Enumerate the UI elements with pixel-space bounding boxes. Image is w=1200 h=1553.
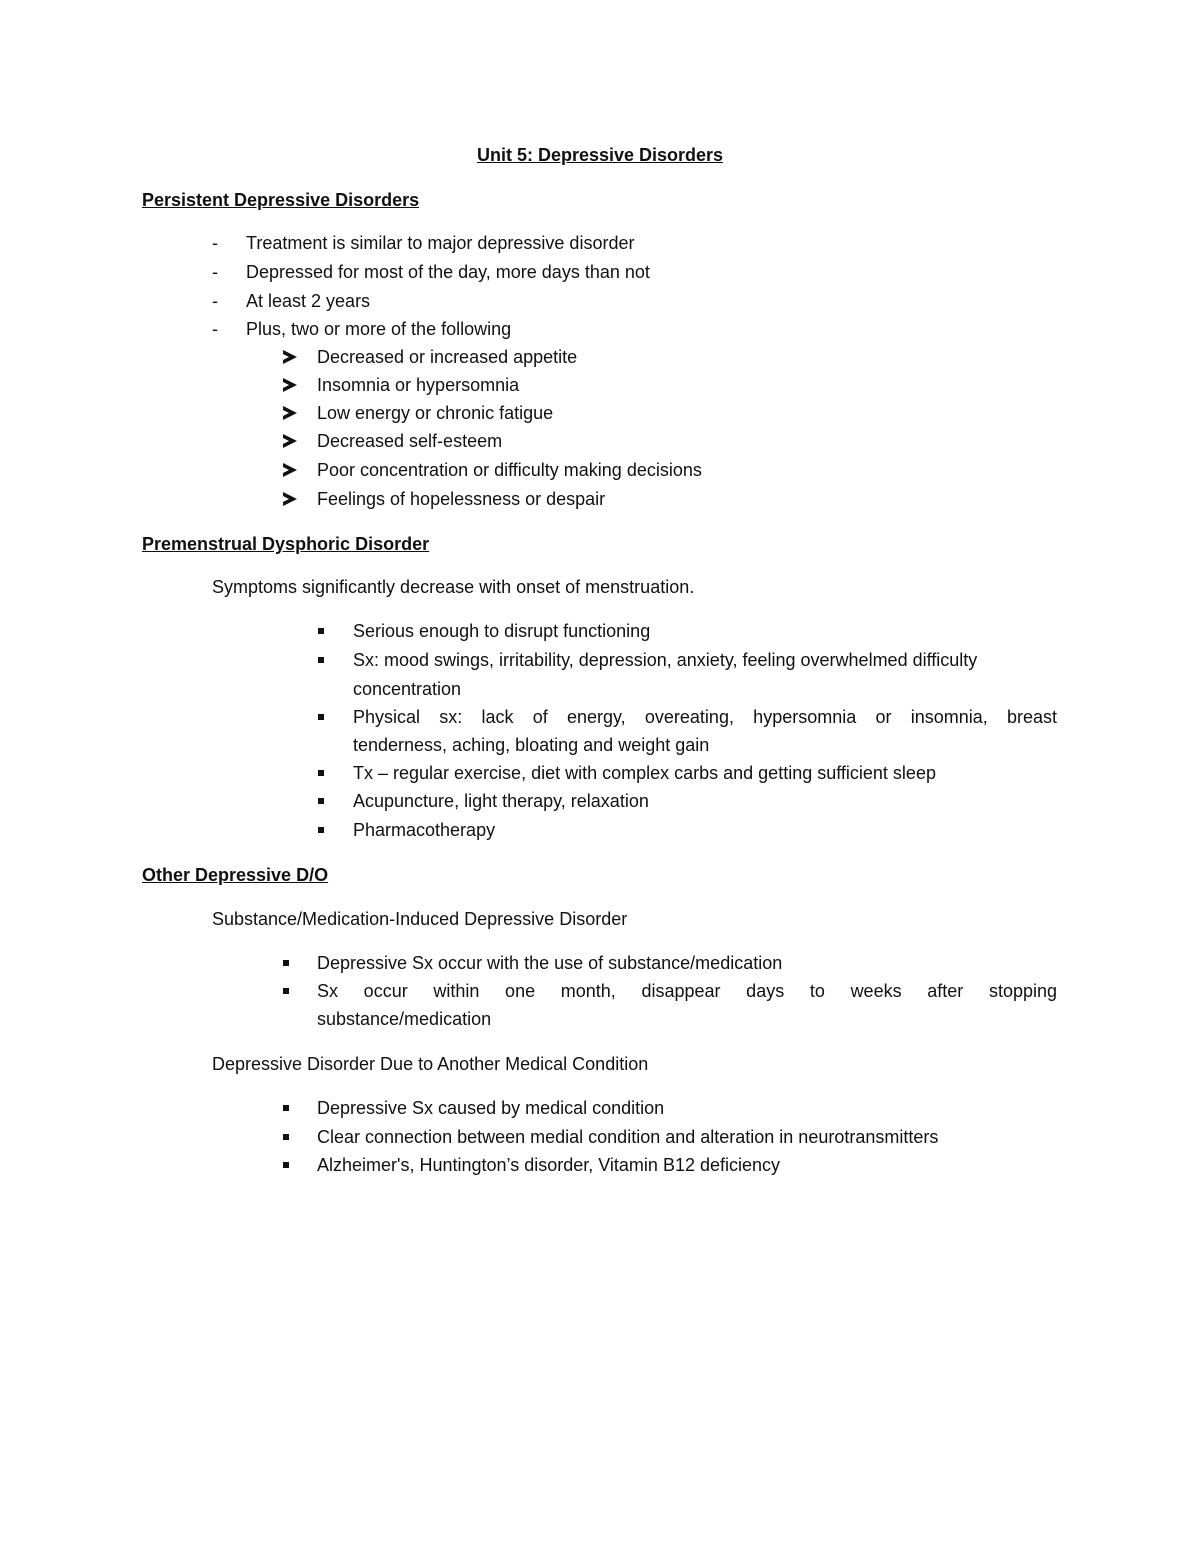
square-bullet-icon: [318, 628, 324, 634]
section-intro: Symptoms significantly decrease with onset of menstruation.: [212, 577, 695, 597]
square-bullet-icon: [318, 827, 324, 833]
list-item-continuation: concentration: [353, 679, 462, 699]
arrow-bullet-icon: [283, 406, 297, 420]
list-item: Treatment is similar to major depressive disorder: [246, 233, 635, 253]
square-bullet-icon: [318, 798, 324, 804]
square-bullet-icon: [283, 960, 289, 966]
arrow-bullet-icon: [283, 378, 297, 392]
section-heading-persistent: Persistent Depressive Disorders: [142, 190, 420, 210]
list-item: Acupuncture, light therapy, relaxation: [353, 791, 649, 811]
list-item: Poor concentration or difficulty making decisions: [317, 460, 702, 480]
arrow-bullet-icon: [283, 434, 297, 448]
arrow-bullet-icon: [283, 492, 297, 506]
list-item: Clear connection between medial condition and alteration in neurotransmitters: [317, 1127, 939, 1147]
list-item: Pharmacotherapy: [353, 820, 496, 840]
list-item: Decreased self-esteem: [317, 431, 503, 451]
list-item: Depressed for most of the day, more days than not: [246, 262, 650, 282]
list-item: Sx: mood swings, irritability, depression, anxiety, feeling overwhelmed difficulty: [353, 650, 978, 670]
list-item: Insomnia or hypersomnia: [317, 375, 520, 395]
arrow-bullet-icon: [283, 463, 297, 477]
list-item: At least 2 years: [246, 291, 371, 311]
dash-marker: -: [212, 233, 218, 253]
list-item: Decreased or increased appetite: [317, 347, 578, 367]
page-title: Unit 5: Depressive Disorders: [476, 145, 724, 165]
list-item: Tx – regular exercise, diet with complex carbs and getting sufficient sleep: [353, 763, 936, 783]
list-item: Depressive Sx occur with the use of substance/medication: [317, 953, 783, 973]
square-bullet-icon: [283, 1105, 289, 1111]
list-item: Low energy or chronic fatigue: [317, 403, 554, 423]
square-bullet-icon: [283, 1162, 289, 1168]
square-bullet-icon: [318, 770, 324, 776]
square-bullet-icon: [318, 714, 324, 720]
section-heading-other: Other Depressive D/O: [142, 865, 329, 885]
list-item: Serious enough to disrupt functioning: [353, 621, 651, 641]
subsection-title: Depressive Disorder Due to Another Medical Condition: [212, 1054, 649, 1074]
dash-marker: -: [212, 291, 218, 311]
dash-marker: -: [212, 262, 218, 282]
subsection-title: Substance/Medication-Induced Depressive Disorder: [212, 909, 628, 929]
dash-marker: -: [212, 319, 218, 339]
list-item: Sx occur within one month, disappear days to weeks after stopping: [317, 981, 1057, 1001]
list-item: Feelings of hopelessness or despair: [317, 489, 606, 509]
list-item: Depressive Sx caused by medical condition: [317, 1098, 665, 1118]
list-item-continuation: tenderness, aching, bloating and weight gain: [353, 735, 710, 755]
square-bullet-icon: [318, 657, 324, 663]
list-item: Alzheimer's, Huntington’s disorder, Vitamin B12 deficiency: [317, 1155, 781, 1175]
section-heading-pmdd: Premenstrual Dysphoric Disorder: [142, 534, 430, 554]
list-item: Physical sx: lack of energy, overeating, hypersomnia or insomnia, breast: [353, 707, 1057, 727]
square-bullet-icon: [283, 1134, 289, 1140]
arrow-bullet-icon: [283, 350, 297, 364]
square-bullet-icon: [283, 988, 289, 994]
list-item-continuation: substance/medication: [317, 1009, 492, 1029]
list-item: Plus, two or more of the following: [246, 319, 512, 339]
